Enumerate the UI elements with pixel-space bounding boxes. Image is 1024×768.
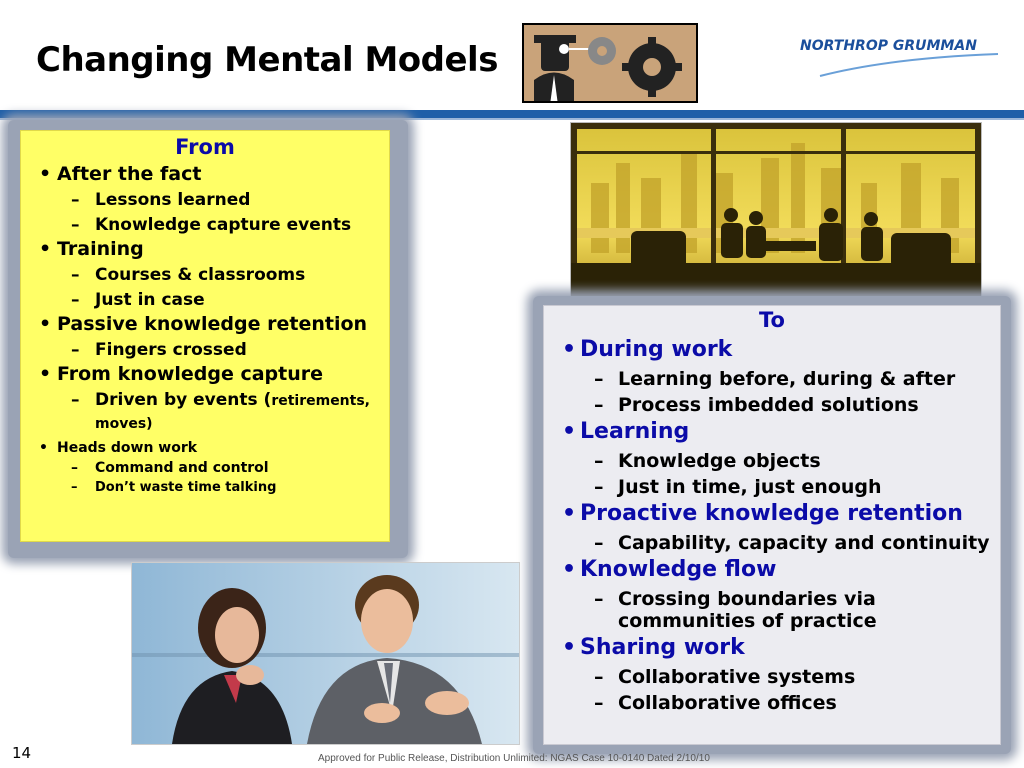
from-subitem: – Just in case: [57, 289, 379, 311]
to-item-label: During work: [580, 337, 733, 362]
logo-text: NORTHROP GRUMMAN: [800, 38, 977, 54]
to-subitem: – Just in time, just enough: [580, 476, 990, 498]
from-subitem: – Command and control: [57, 459, 379, 477]
from-subitem: – Fingers crossed: [57, 339, 379, 361]
to-item-label: Proactive knowledge retention: [580, 501, 963, 526]
meeting-skyline-photo: [570, 122, 982, 304]
header-divider: [0, 110, 1024, 118]
from-subitem: – Don’t waste time talking: [57, 479, 379, 497]
from-item-label: Passive knowledge retention: [57, 313, 368, 335]
to-item: [554, 418, 990, 498]
from-item: [31, 439, 379, 497]
to-item-label: Learning: [580, 419, 690, 444]
to-subitem: – Collaborative offices: [580, 692, 990, 714]
from-item-label: Training: [57, 238, 144, 260]
footer-notice: Approved for Public Release, Distribution Unlimited: NGAS Case 10-0140 Dated 2/10/10: [318, 753, 710, 764]
business-gears-icon: [522, 23, 698, 103]
from-subitem: – Courses & classrooms: [57, 264, 379, 286]
to-subitem: – Learning before, during & after: [580, 368, 990, 390]
from-subitem-lead: Driven by events (: [95, 390, 272, 410]
from-item: [31, 313, 379, 361]
from-item-label: After the fact: [57, 163, 202, 185]
to-subitem: – Knowledge objects: [580, 450, 990, 472]
from-panel: [20, 130, 390, 542]
to-item: [554, 336, 990, 416]
from-subitem: – Lessons learned: [57, 189, 379, 211]
from-item: [31, 363, 379, 435]
colleagues-conversation-photo: [131, 562, 520, 745]
page-number: 14: [12, 744, 32, 762]
from-item-label: From knowledge capture: [57, 363, 324, 385]
to-subitem: – Crossing boundaries via communities of practice: [580, 588, 990, 632]
from-heading: From: [175, 135, 235, 159]
from-item: [31, 238, 379, 311]
to-item: [554, 556, 990, 632]
to-subitem: – Capability, capacity and continuity: [580, 532, 990, 554]
from-item-label: Heads down work: [57, 440, 198, 456]
from-item: [31, 163, 379, 236]
northrop-grumman-logo: [800, 38, 1000, 83]
to-item: [554, 500, 990, 554]
to-panel: [543, 305, 1001, 745]
from-subitem: [57, 389, 379, 435]
to-item: [554, 634, 990, 714]
to-item-label: Sharing work: [580, 635, 745, 660]
to-subitem: – Process imbedded solutions: [580, 394, 990, 416]
slide-title: Changing Mental Models: [36, 40, 498, 80]
to-heading: To: [759, 308, 785, 332]
to-item-label: Knowledge flow: [580, 557, 777, 582]
from-subitem: – Knowledge capture events: [57, 214, 379, 236]
to-subitem: – Collaborative systems: [580, 666, 990, 688]
from-subitem-note: retirements, moves): [95, 393, 370, 432]
